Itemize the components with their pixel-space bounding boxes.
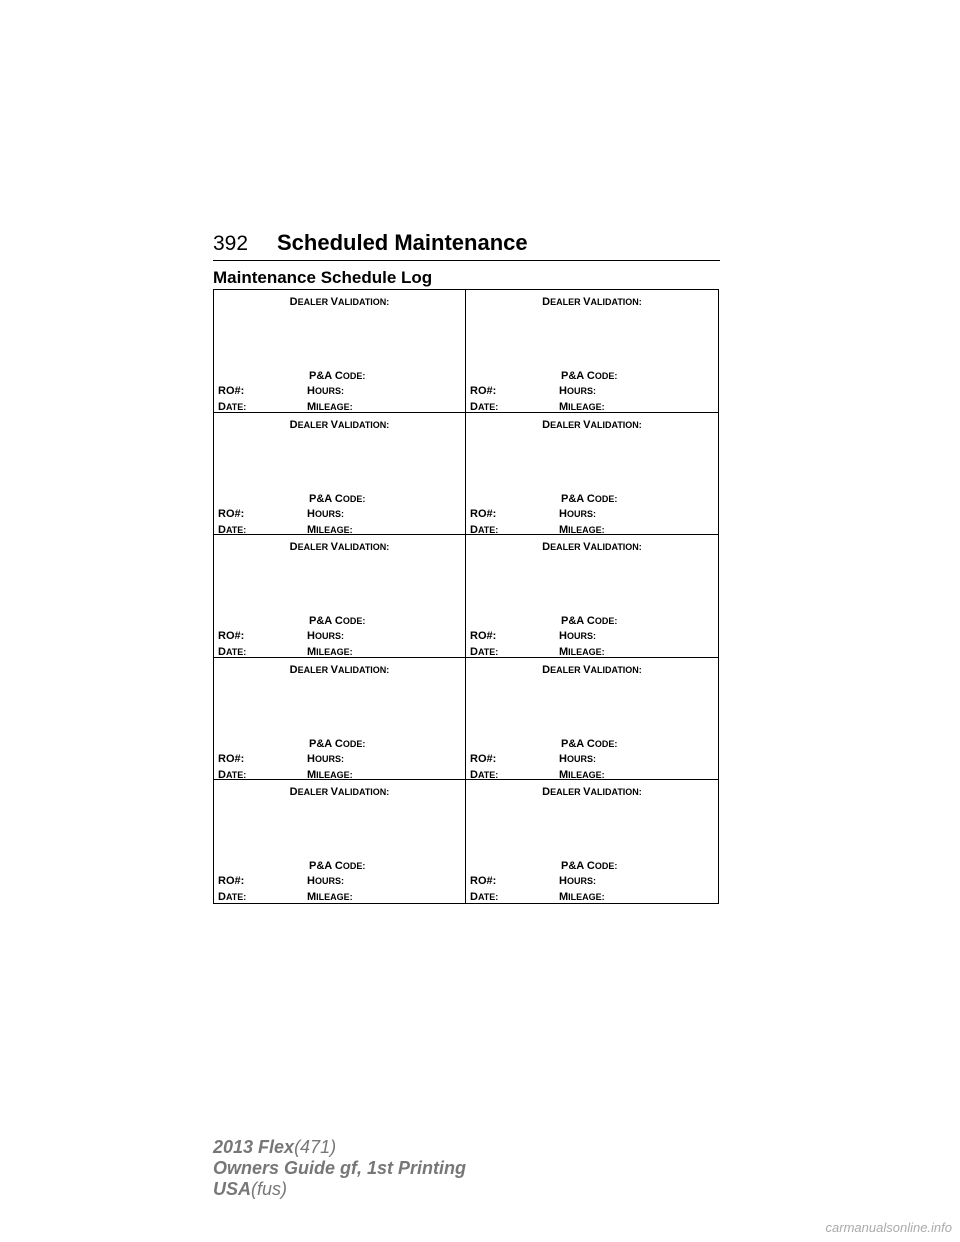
- pa-code-label: P&A CODE:: [309, 737, 366, 750]
- ro-number-label: RO#:: [470, 507, 497, 520]
- mileage-label: MILEAGE:: [307, 768, 353, 781]
- mileage-label: MILEAGE:: [559, 768, 605, 781]
- dealer-validation-label: DEALER VALIDATION:: [289, 541, 390, 554]
- pa-code-label: P&A CODE:: [309, 615, 366, 628]
- dealer-validation-label: DEALER VALIDATION:: [542, 418, 642, 431]
- footer-line-guide: Owners Guide gf, 1st Printing: [213, 1158, 467, 1178]
- ro-number-label: RO#:: [470, 875, 497, 888]
- date-label: DATE:: [218, 768, 247, 781]
- page-header: [213, 228, 720, 261]
- log-entry-cell-10: [466, 780, 718, 903]
- hours-label: HOURS:: [559, 875, 596, 888]
- date-label: DATE:: [470, 646, 499, 659]
- hours-label: HOURS:: [307, 752, 344, 765]
- mileage-label: MILEAGE:: [559, 891, 605, 904]
- log-entry-cell-7: [214, 658, 466, 781]
- page-number: 392: [213, 232, 249, 255]
- ro-number-label: RO#:: [218, 752, 245, 765]
- ro-number-label: RO#:: [218, 875, 245, 888]
- date-label: DATE:: [218, 523, 247, 536]
- hours-label: HOURS:: [559, 752, 596, 765]
- date-label: DATE:: [218, 646, 247, 659]
- hours-label: HOURS:: [559, 507, 596, 520]
- ro-number-label: RO#:: [470, 630, 497, 643]
- pa-code-label: P&A CODE:: [561, 615, 618, 628]
- log-entry-cell-1: [214, 290, 466, 413]
- log-entry-cell-3: [214, 413, 466, 536]
- mileage-label: MILEAGE:: [307, 523, 353, 536]
- dealer-validation-label: DEALER VALIDATION:: [542, 296, 642, 308]
- dealer-validation-label: DEALER VALIDATION:: [542, 663, 642, 676]
- log-entry-cell-9: [214, 780, 466, 903]
- pa-code-label: P&A CODE:: [561, 737, 618, 750]
- pa-code-label: P&A CODE:: [561, 492, 618, 505]
- dealer-validation-label: DEALER VALIDATION:: [289, 296, 390, 308]
- mileage-label: MILEAGE:: [307, 401, 353, 413]
- mileage-label: MILEAGE:: [307, 891, 353, 904]
- date-label: DATE:: [470, 768, 499, 781]
- ro-number-label: RO#:: [470, 385, 497, 397]
- pa-code-label: P&A CODE:: [309, 370, 366, 382]
- ro-number-label: RO#:: [470, 752, 497, 765]
- log-title: Maintenance Schedule Log: [213, 268, 433, 287]
- dealer-validation-label: DEALER VALIDATION:: [542, 786, 642, 799]
- watermark: carmanualsonline.info: [825, 1220, 952, 1235]
- dealer-validation-label: DEALER VALIDATION:: [289, 418, 390, 431]
- footer-line-model: 2013 Flex(471): [213, 1137, 337, 1157]
- hours-label: HOURS:: [307, 385, 344, 397]
- date-label: DATE:: [470, 523, 499, 536]
- pa-code-label: P&A CODE:: [309, 492, 366, 505]
- ro-number-label: RO#:: [218, 507, 245, 520]
- hours-label: HOURS:: [559, 385, 596, 397]
- log-entry-cell-5: [214, 535, 466, 658]
- maintenance-log-grid: [213, 289, 719, 904]
- date-label: DATE:: [218, 891, 247, 904]
- mileage-label: MILEAGE:: [307, 646, 353, 659]
- log-entry-cell-8: [466, 658, 718, 781]
- dealer-validation-label: DEALER VALIDATION:: [289, 663, 390, 676]
- pa-code-label: P&A CODE:: [561, 860, 618, 873]
- pa-code-label: P&A CODE:: [561, 370, 618, 382]
- hours-label: HOURS:: [307, 630, 344, 643]
- mileage-label: MILEAGE:: [559, 646, 605, 659]
- date-label: DATE:: [218, 401, 247, 413]
- date-label: DATE:: [470, 891, 499, 904]
- log-entry-cell-4: [466, 413, 718, 536]
- print-footer: [213, 1137, 466, 1200]
- hours-label: HOURS:: [307, 507, 344, 520]
- ro-number-label: RO#:: [218, 630, 245, 643]
- ro-number-label: RO#:: [218, 385, 245, 397]
- mileage-label: MILEAGE:: [559, 401, 605, 413]
- dealer-validation-label: DEALER VALIDATION:: [289, 786, 390, 799]
- hours-label: HOURS:: [307, 875, 344, 888]
- log-entry-cell-2: [466, 290, 718, 413]
- section-title: Scheduled Maintenance: [277, 230, 528, 255]
- mileage-label: MILEAGE:: [559, 523, 605, 536]
- pa-code-label: P&A CODE:: [309, 860, 366, 873]
- footer-line-region: USA(fus): [213, 1179, 288, 1199]
- log-entry-cell-6: [466, 535, 718, 658]
- date-label: DATE:: [470, 401, 499, 413]
- dealer-validation-label: DEALER VALIDATION:: [542, 541, 642, 554]
- hours-label: HOURS:: [559, 630, 596, 643]
